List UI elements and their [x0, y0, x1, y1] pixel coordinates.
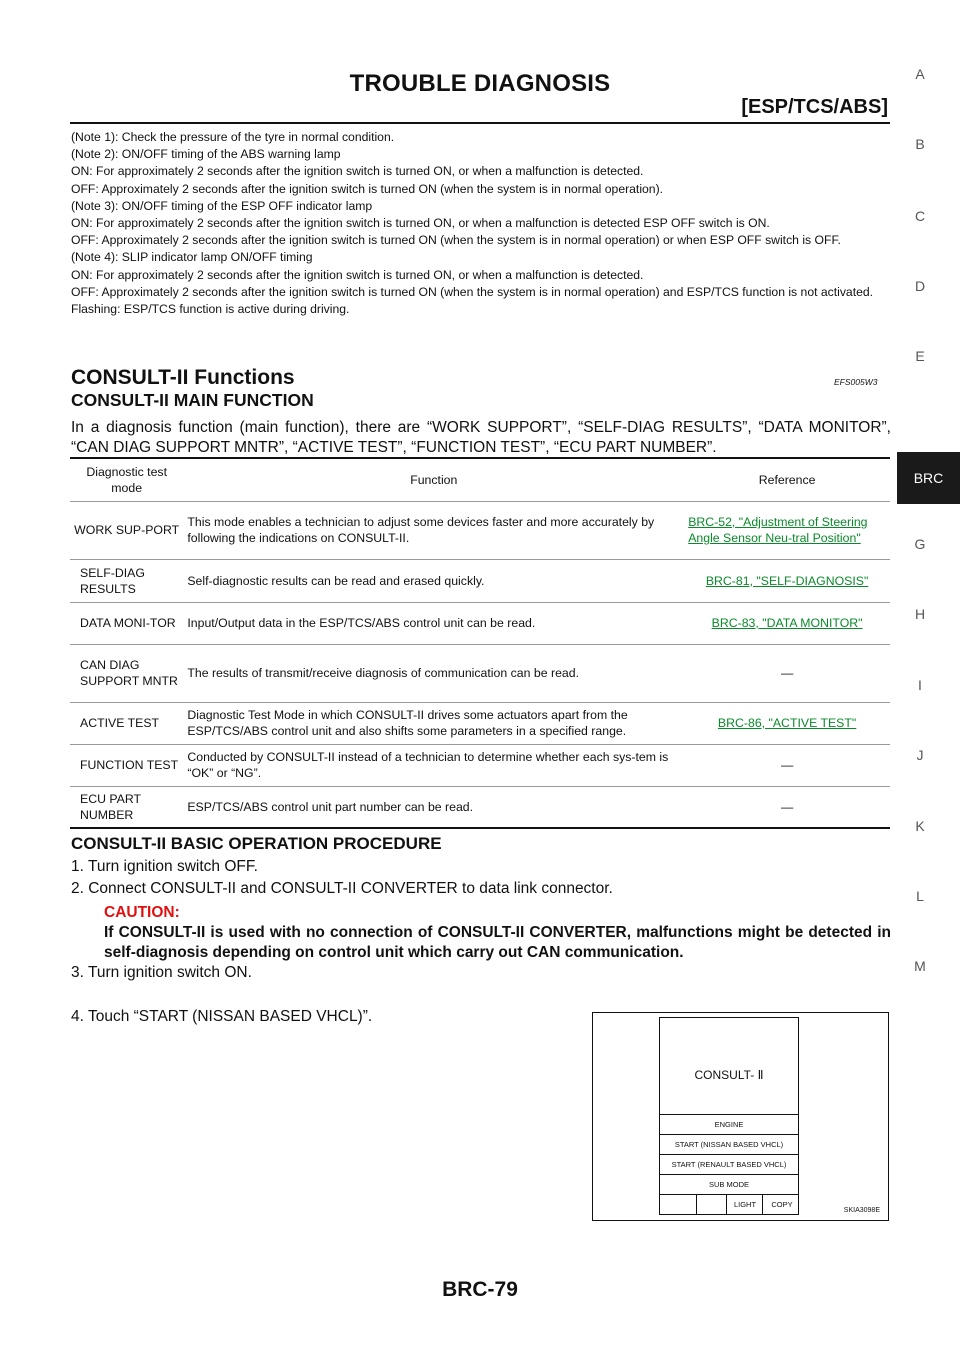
sub-mode-button[interactable]: SUB MODE — [660, 1174, 798, 1194]
table-row — [70, 501, 890, 559]
mode-cell: FUNCTION TEST — [80, 758, 179, 772]
procedure-step: 4. Touch “START (NISSAN BASED VHCL)”. — [71, 1008, 373, 1025]
screen-title: CONSULT- Ⅱ — [694, 1068, 764, 1082]
table-header-reference: Reference — [758, 472, 816, 487]
notes-block — [71, 129, 891, 318]
function-cell: Input/Output data in the ESP/TCS/ABS control unit can be read. — [187, 616, 536, 630]
table-header-row — [70, 458, 890, 501]
mode-cell: DATA MONI-TOR — [80, 616, 176, 630]
reference-cell: — — [780, 666, 794, 680]
sidebar-letter[interactable]: J — [916, 747, 924, 763]
section-subtitle: CONSULT-II MAIN FUNCTION — [71, 390, 314, 410]
bottom-bar — [660, 1194, 798, 1214]
mode-cell: SELF-DIAG RESULTS — [80, 565, 145, 596]
caution-block — [104, 903, 891, 963]
table-row — [70, 644, 890, 702]
note-line: ON: For approximately 2 seconds after the ignition switch is turned ON, or when a malfunction is detected ESP OFF switch is ON. — [71, 216, 770, 231]
light-button[interactable]: LIGHT — [726, 1195, 763, 1214]
section-title: CONSULT-II Functions — [71, 366, 295, 389]
start-renault-button[interactable]: START (RENAULT BASED VHCL) — [660, 1154, 798, 1174]
reference-cell: — — [780, 799, 794, 814]
section-intro: In a diagnosis function (main function), there are “WORK SUPPORT”, “SELF-DIAG RESULTS”, “DATA MONITOR”, “CAN DIAG SUPPORT MNTR”, “ACTIVE TEST”, “FUNCTION TEST”, “ECU PART NUMBER”. — [71, 419, 891, 456]
reference-link[interactable]: BRC-86, "ACTIVE TEST" — [717, 716, 857, 730]
reference-link[interactable]: BRC-81, "SELF-DIAGNOSIS" — [705, 573, 869, 588]
sidebar-letter[interactable]: A — [915, 66, 925, 82]
mode-cell: WORK SUP-PORT — [74, 523, 180, 537]
reference-cell: — — [780, 758, 794, 772]
sidebar-letter[interactable]: B — [915, 136, 925, 152]
consult-screen-figure — [592, 1012, 889, 1221]
note-line: Flashing: ESP/TCS function is active during driving. — [71, 302, 350, 317]
table-row — [70, 602, 890, 644]
sidebar-letter[interactable]: K — [915, 818, 925, 834]
table-row — [70, 559, 890, 602]
reference-link[interactable]: BRC-83, "DATA MONITOR" — [711, 616, 863, 630]
note-line: (Note 2): ON/OFF timing of the ABS warning lamp — [71, 147, 341, 162]
function-cell: Conducted by CONSULT-II instead of a technician to determine whether each sys-tem is “OK” or “NG”. — [187, 750, 669, 780]
sidebar-letter[interactable]: M — [914, 958, 926, 974]
header-rule — [70, 122, 890, 124]
caution-text: If CONSULT-II is used with no connection of CONSULT-II CONVERTER, malfunctions might be detected in self-diagnosis depending on control unit which carry out CAN communication. — [104, 924, 891, 961]
function-cell: Self-diagnostic results can be read and erased quickly. — [187, 573, 485, 588]
procedure-title: CONSULT-II BASIC OPERATION PROCEDURE — [71, 834, 442, 853]
note-line: OFF: Approximately 2 seconds after the ignition switch is turned ON (when the system is in normal operation) and ESP/TCS function is not activated. — [71, 284, 874, 299]
mode-cell: ACTIVE TEST — [80, 716, 160, 730]
sidebar-letter[interactable]: L — [916, 888, 924, 904]
function-cell: Diagnostic Test Mode in which CONSULT-II drives some actuators apart from the ESP/TCS/ABS control unit and also shifts some parameters in a specified range. — [187, 708, 628, 738]
function-cell: The results of transmit/receive diagnosis of communication can be read. — [187, 666, 579, 680]
table-row — [70, 744, 890, 786]
page-number: BRC-79 — [442, 1278, 518, 1301]
function-cell: This mode enables a technician to adjust some devices faster and more accurately by following the indications on CONSULT-II. — [187, 515, 655, 545]
function-cell: ESP/TCS/ABS control unit part number can be read. — [187, 799, 474, 814]
note-line: OFF: Approximately 2 seconds after the ignition switch is turned ON (when the system is in normal operation). — [71, 181, 664, 196]
mode-cell: ECU PART NUMBER — [80, 791, 141, 822]
consult-screen — [659, 1017, 799, 1215]
copy-button[interactable]: COPY — [762, 1195, 801, 1214]
page-subtitle: [ESP/TCS/ABS] — [741, 96, 888, 118]
mode-cell: CAN DIAG SUPPORT MNTR — [80, 658, 178, 688]
note-line: (Note 4): SLIP indicator lamp ON/OFF timing — [71, 250, 313, 265]
procedure-step: 3. Turn ignition switch ON. — [71, 964, 252, 981]
table-row — [70, 786, 890, 828]
sidebar-letter[interactable]: C — [914, 208, 926, 224]
blank-cell — [696, 1195, 727, 1214]
caution-label: CAUTION: — [104, 904, 180, 921]
note-line: ON: For approximately 2 seconds after the ignition switch is turned ON, or when a malfunction is detected. — [71, 164, 644, 179]
figure-code: SKIA3098E — [843, 1207, 880, 1214]
procedure-step: 1. Turn ignition switch OFF. — [71, 858, 258, 875]
note-line: OFF: Approximately 2 seconds after the ignition switch is turned ON (when the system is in normal operation) or when ESP OFF switch is OFF. — [71, 233, 841, 248]
table-header-function: Function — [410, 472, 458, 487]
note-line: (Note 1): Check the pressure of the tyre in normal condition. — [71, 130, 395, 144]
section-code: EFS005W3 — [834, 377, 878, 387]
sidebar-letter[interactable]: G — [914, 536, 926, 552]
table-header-mode: Diagnostic test mode — [86, 464, 167, 495]
table-row — [70, 702, 890, 744]
page-title: TROUBLE DIAGNOSIS — [349, 70, 611, 97]
start-nissan-button[interactable]: START (NISSAN BASED VHCL) — [660, 1134, 798, 1154]
sidebar-active-tab[interactable]: BRC — [897, 452, 960, 504]
reference-link[interactable]: BRC-52, "Adjustment of Steering Angle Sensor Neu-tral Position" — [688, 515, 868, 545]
sidebar-letter[interactable]: I — [918, 677, 922, 693]
engine-button[interactable]: ENGINE — [660, 1114, 798, 1134]
sidebar-letter[interactable]: E — [915, 348, 925, 364]
note-line: (Note 3): ON/OFF timing of the ESP OFF indicator lamp — [71, 198, 373, 213]
sidebar-letter[interactable]: H — [914, 606, 926, 622]
sidebar-letter[interactable]: D — [914, 278, 926, 294]
function-table — [70, 457, 890, 829]
note-line: ON: For approximately 2 seconds after the ignition switch is turned ON, or when a malfunction is detected. — [71, 267, 644, 282]
procedure-step: 2. Connect CONSULT-II and CONSULT-II CONVERTER to data link connector. — [71, 880, 613, 897]
